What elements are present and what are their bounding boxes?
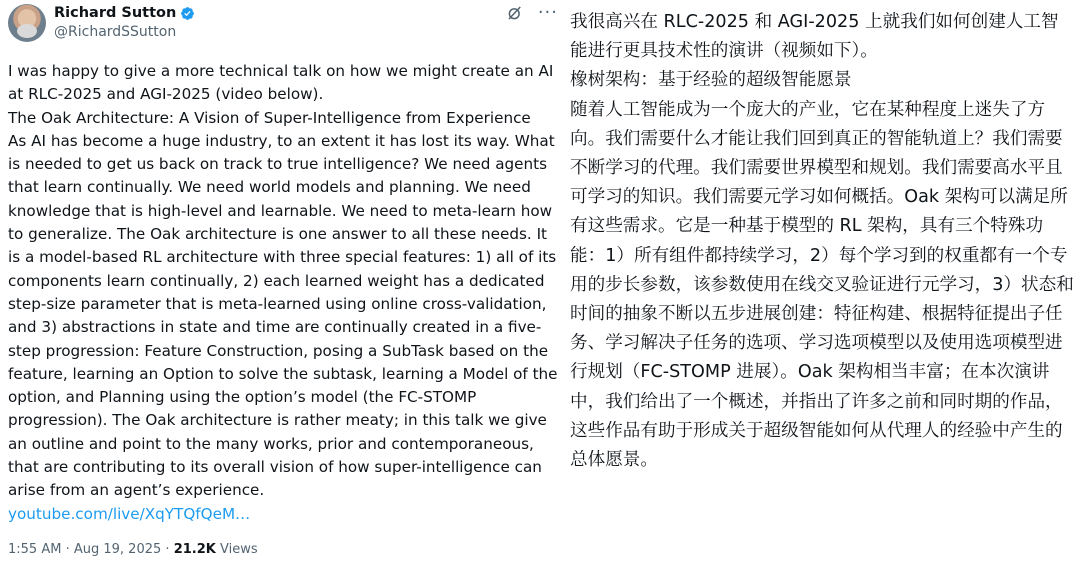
translation-body: 随着人工智能成为一个庞大的产业，它在某种程度上迷失了方向。我们需要什么才能让我们回到真正的智能轨道上？我们需要不断学习的代理。我们需要世界模型和规划。我们需要高水平且可学习的知识。我们需要元学习如何概括。Oak 架构可以满足所有这些需求。它是一种基于模型的 RL 架构，具有三个特殊功能：1）所有组件都持续学习，2）每个学习到的权重都有一个专用的步长参数，该参数使用在线交叉验证进行元学习，3）状态和时间的抽象不断以五步进展创建：特征构建、根据特征提出子任务、学习解决子任务的选项、学习选项模型以及使用选项模型进行规划（FC-STOMP 进展）。Oak 架构相当丰富；在本次演讲中，我们给出了一个概述，并指出了许多之前和同时期的作品，这些作品有助于形成关于超级智能如何从代理人的经验中产生的总体愿景。 — [570, 99, 1074, 471]
tweet-intro: I was happy to give a more technical talk on how we might create an AI at RLC-2025 and AGI-2025 (video below). — [8, 62, 554, 104]
translation-intro: 我很高兴在 RLC-2025 和 AGI-2025 上就我们如何创建人工智能进行更具技术性的演讲（视频如下）。 — [570, 12, 1059, 62]
views-count: 21.2K — [173, 542, 216, 557]
tweet-text — [8, 60, 560, 526]
translation-title: 橡树架构：基于经验的超级智能愿景 — [570, 70, 852, 91]
video-link[interactable]: youtube.com/live/XqYTQfQeM… — [8, 504, 251, 523]
author-row — [54, 5, 195, 21]
grok-icon[interactable] — [506, 4, 524, 22]
author-handle[interactable]: @RichardSSutton — [54, 24, 177, 40]
verified-badge-icon — [180, 6, 195, 21]
more-options-icon[interactable]: ··· — [537, 2, 558, 23]
meta-separator-2: · — [165, 542, 170, 557]
tweet-actions-top — [506, 4, 558, 22]
tweet-time[interactable]: 1:55 AM — [8, 542, 62, 557]
translation-panel — [562, 0, 1080, 569]
meta-separator: · — [65, 542, 70, 557]
tweet-title: The Oak Architecture: A Vision of Super-Intelligence from Experience — [8, 108, 531, 127]
tweet-body: As AI has become a huge industry, to an extent it has lost its way. What is needed to get us back on track to true intelligence? We need agents that learn continually. We need world models and planning. We need knowledge that is high-level and learnable. We need to meta-learn how to generalize. The Oak architecture is one answer to all these needs. It is a model-based RL architecture with three special features: 1) all of its components learn continually, 2) each learned weight has a dedicated step-size parameter that is meta-learned using online cross-validation, and 3) abstractions in state and time are continually created in a five-step progression: Feature Construction, posing a SubTask based on the feature, learning an Option to solve the subtask, learning a Model of the option, and Planning using the option’s model (the FC-STOMP progression). The Oak architecture is rather meaty; in this talk we give an outline and point to the many works, prior and contemporaneous, that are contributing to its overall vision of how super-intelligence can arise from an agent’s experience. — [8, 131, 558, 500]
avatar[interactable] — [8, 4, 46, 42]
tweet-meta — [8, 542, 258, 557]
views-label: Views — [220, 542, 258, 557]
tweet-date[interactable]: Aug 19, 2025 — [73, 542, 162, 557]
author-name[interactable]: Richard Sutton — [54, 5, 177, 21]
